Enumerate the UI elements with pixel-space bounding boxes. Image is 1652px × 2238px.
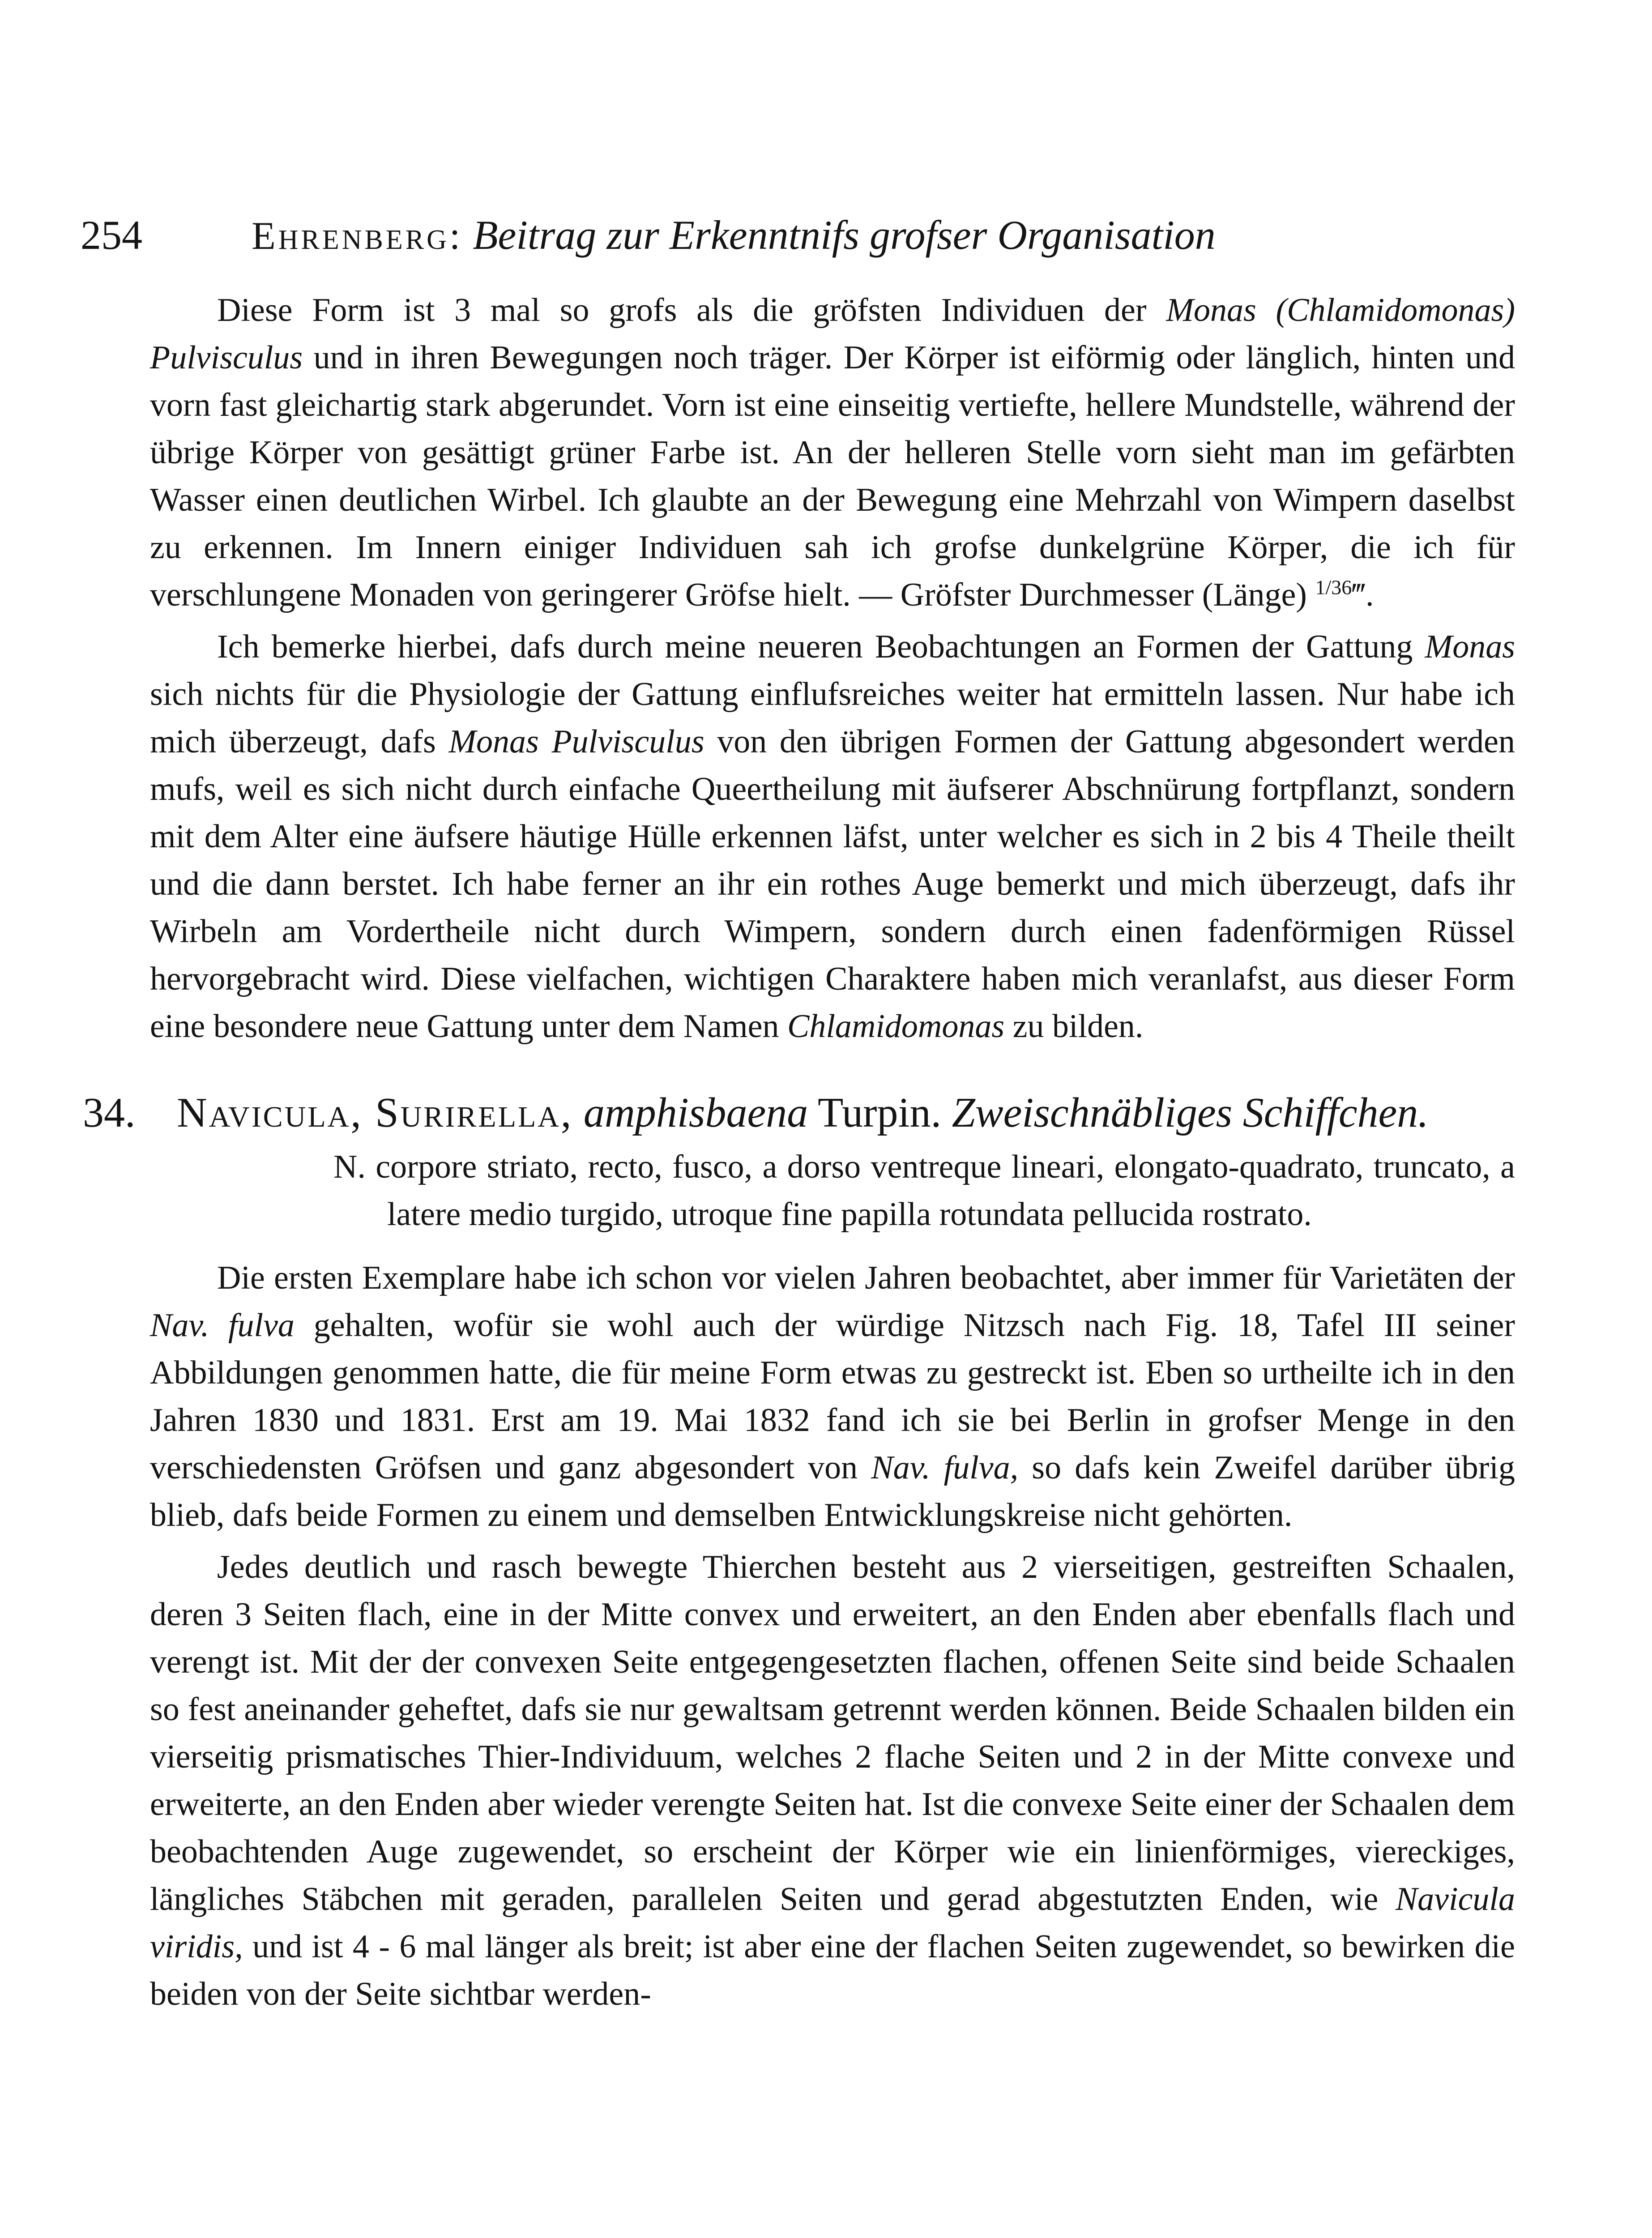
text-run: so dafs kein Zweifel darüber übrig blieb, dafs beide Formen zu einem und demselben Entwicklungskreise nicht gehörten.	[150, 1449, 1515, 1533]
section-heading	[83, 1084, 1515, 1141]
page-number: 254	[81, 212, 142, 258]
fraction: 1/36	[1315, 576, 1352, 599]
italic-term: Monas Pulvisculus	[448, 723, 704, 760]
text-run: und ist 4 - 6 mal länger als breit; ist aber eine der flachen Seiten zugewendet, so bewirken die beiden von der Seite sichtbar werden-	[150, 1928, 1515, 2012]
italic-term: Monas (Chlamidomonas) Pulvisculus	[150, 292, 1515, 376]
running-header-title: Beitrag zur Erkenntnifs grofser Organisation	[473, 212, 1216, 258]
text-run: Jedes deutlich und rasch bewegte Thierchen besteht aus 2 vierseitigen, gestreiften Schaalen, deren 3 Seiten flach, eine in der Mitte convex und erweitert, an den Enden aber ebenfalls flach und verengt ist. Mit der der convexen Seite entgegengesetzten flachen, offenen Seite sind beide Schaalen so fest aneinander geheftet, dafs sie nur gewaltsam getrennt werden können. Beide Schaalen bilden ein vierseitig prismatisches Thier-Individuum, welches 2 flache Seiten und 2 in der Mitte convexe und erweiterte, an den Enden aber wieder verengte Seiten hat. Ist die convexe Seite einer der Schaalen dem beobachtenden Auge zugewendet, so erscheint der Körper wie ein linienförmiges, viereckiges, längliches Stäbchen mit geraden, parallelen Seiten und gerad abgestutzten Enden, wie	[150, 1549, 1515, 1918]
italic-term: Nav. fulva	[150, 1307, 295, 1344]
section-species: amphisbaena	[583, 1089, 808, 1136]
intro-paragraphs	[150, 286, 1515, 1050]
section-common-name: Zweischnäbliges Schiffchen.	[952, 1089, 1429, 1136]
italic-term: Navicula viridis,	[150, 1881, 1515, 1965]
paragraph	[150, 1543, 1515, 2018]
section-number: 34.	[83, 1089, 136, 1136]
text-run: zu bilden.	[1004, 1008, 1144, 1045]
text-run: gehalten, wofür sie wohl auch der würdige Nitzsch nach Fig. 18, Tafel III seiner Abbildungen genommen hatte, die für meine Form etwas zu gestreckt ist. Eben so urtheilte ich in den Jahren 1830 und 1831. Erst am 19. Mai 1832 fand ich sie bei Berlin in grofser Menge in den verschiedensten Gröfsen und ganz abgesondert von	[150, 1307, 1515, 1486]
text-run: und in ihren Bewegungen noch träger. Der Körper ist eiförmig oder länglich, hinten und vorn fast gleichartig stark abgerundet. Vorn ist eine einseitig vertiefte, hellere Mundstelle, während der übrige Körper von gesättigt grüner Farbe ist. An der helleren Stelle vorn sieht man im gefärbten Wasser einen deutlichen Wirbel. Ich glaubte an der Bewegung eine Mehrzahl von Wimpern daselbst zu erkennen. Im Innern einiger Individuen sah ich grofse dunkelgrüne Körper, die ich für verschlungene Monaden von geringerer Gröfse hielt. — Gröfster Durchmesser (Länge)	[150, 339, 1515, 613]
text-run: sich nichts für die Physiologie der Gattung einflufsreiches weiter hat ermitteln lassen. Nur habe ich mich überzeugt, dafs	[150, 676, 1515, 760]
running-header-author: Ehrenberg:	[252, 214, 463, 258]
paragraph	[150, 623, 1515, 1050]
species-diagnosis: N. corpore striato, recto, fusco, a dorso ventreque lineari, elongato-quadrato, truncato, a latere medio turgido, utroque fine papilla rotundata pellucida rostrato.	[333, 1149, 1515, 1233]
italic-term: Chlamidomonas	[787, 1008, 1005, 1045]
text-run: ‴.	[1352, 577, 1374, 613]
text-run: Diese Form ist 3 mal so grofs als die gröfsten Individuen der	[217, 292, 1166, 329]
body-paragraphs	[150, 1254, 1515, 2018]
running-header	[81, 204, 1522, 266]
text-column	[83, 286, 1515, 2018]
section-authority: Turpin.	[818, 1089, 942, 1136]
paragraph	[150, 286, 1515, 619]
text-run: Die ersten Exemplare habe ich schon vor vielen Jahren beobachtet, aber immer für Varietäten der	[217, 1260, 1515, 1296]
text-run: Ich bemerke hierbei, dafs durch meine neueren Beobachtungen an Formen der Gattung	[217, 628, 1425, 665]
paragraph	[150, 1254, 1515, 1539]
text-run: von den übrigen Formen der Gattung abgesondert werden mufs, weil es sich nicht durch einfache Queertheilung mit äufserer Abschnürung fortpflanzt, sondern mit dem Alter eine äufsere häutige Hülle erkennen läfst, unter welcher es sich in 2 bis 4 Theile theilt und die dann berstet. Ich habe ferner an ihr ein rothes Auge bemerkt und mich überzeugt, dafs ihr Wirbeln am Vordertheile nicht durch Wimpern, sondern durch einen fadenförmigen Rüssel hervorgebracht wird. Diese vielfachen, wichtigen Charaktere haben mich veranlafst, aus dieser Form eine besondere neue Gattung unter dem Namen	[150, 723, 1515, 1045]
section-genus: Navicula, Surirella,	[177, 1089, 573, 1136]
italic-term: Nav. fulva,	[871, 1449, 1019, 1486]
italic-term: Monas	[1425, 628, 1515, 665]
